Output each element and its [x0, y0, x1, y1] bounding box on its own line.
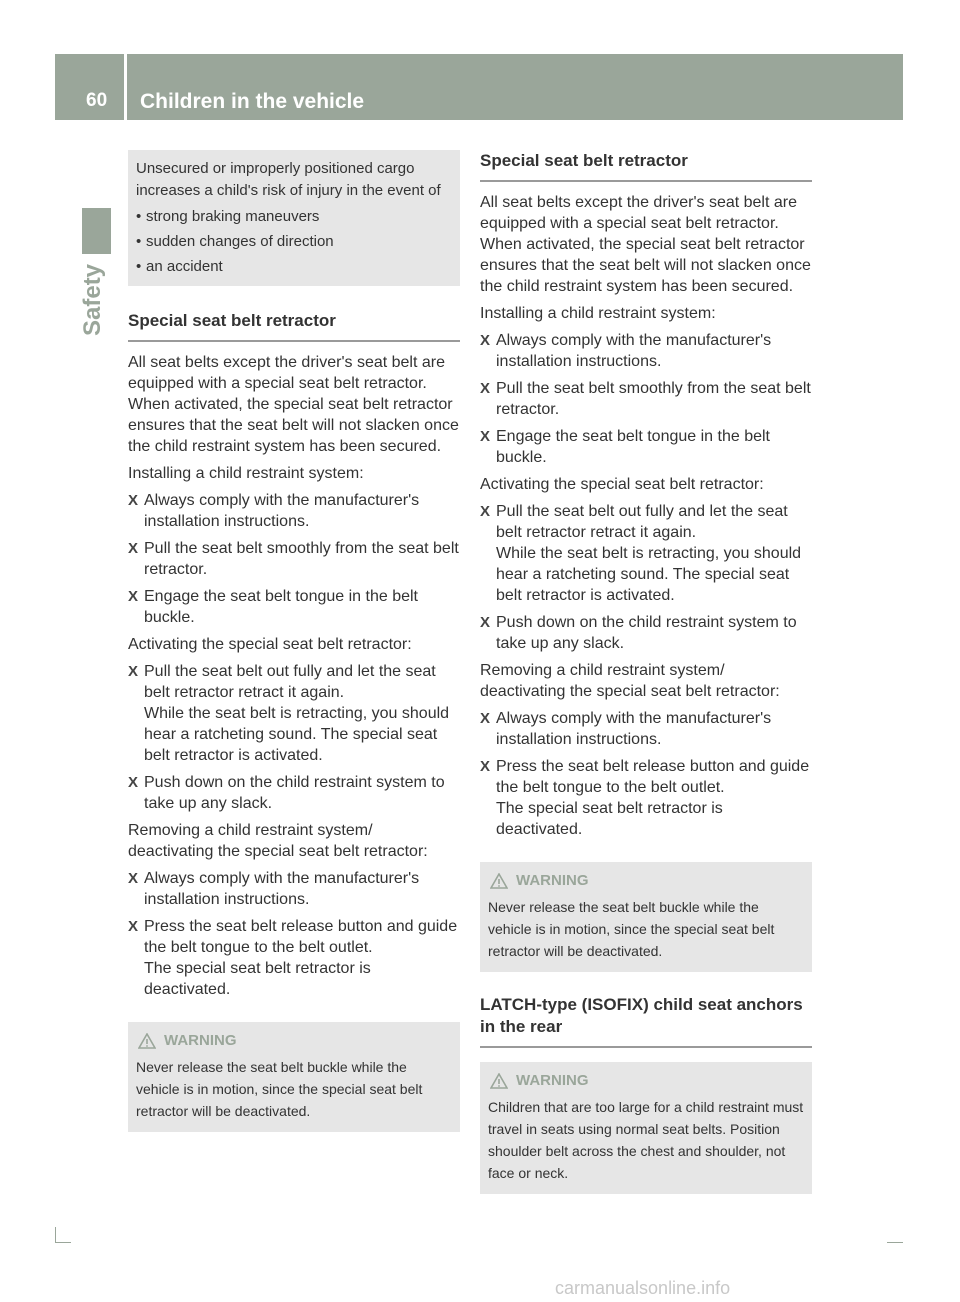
warning-text: Children that are too large for a child restraint must travel in seats using normal seat belts. Position shoulder belt across the chest and shoulder, not face or neck.: [488, 1099, 804, 1181]
installing-label: Installing a child restraint system:: [128, 465, 364, 482]
heading-latch: LATCH-type (ISOFIX) child seat anchors in the rear: [480, 994, 812, 1048]
step-item: [128, 916, 460, 1000]
right-column: [480, 150, 812, 1194]
step-item: X Always comply with the manufacturer's installation instructions.: [128, 868, 460, 910]
step-note: While the seat belt is retracting, you should hear a ratcheting sound. The special seat belt retractor is activated.: [496, 545, 802, 604]
removing-steps: [128, 868, 460, 1000]
heading-retractor: Special seat belt retractor: [480, 150, 812, 182]
step-item: X Pull the seat belt smoothly from the seat belt retractor.: [128, 538, 460, 580]
warning-text: Never release the seat belt buckle while the vehicle is in motion, since the special seat belt retractor will be deactivated.: [488, 899, 775, 959]
step-item: X Push down on the child restraint system to take up any slack.: [128, 772, 460, 814]
step-note: The special seat belt retractor is deactivated.: [496, 800, 723, 838]
step-note: The special seat belt retractor is deactivated.: [144, 960, 371, 998]
step-item: X Always comply with the manufacturer's installation instructions.: [128, 490, 460, 532]
list-item: • strong braking maneuvers: [136, 206, 450, 228]
crop-mark: [55, 1227, 56, 1243]
warning-box: [480, 862, 812, 972]
activating-steps: [128, 661, 460, 814]
step-text: Press the seat belt release button and guide the belt tongue to the belt outlet.: [496, 758, 810, 796]
side-label: Safety: [79, 263, 106, 336]
step-item: [480, 501, 812, 606]
crop-mark: [55, 1242, 71, 1243]
step-item: X Always comply with the manufacturer's installation instructions.: [480, 708, 812, 750]
cargo-list: [136, 206, 450, 278]
activating-label: Activating the special seat belt retractor:: [128, 636, 412, 653]
header-divider: [124, 54, 127, 120]
warning-triangle-icon: [490, 873, 508, 889]
step-text: Pull the seat belt out fully and let the seat belt retractor retract it again.: [496, 503, 788, 541]
latch-warning-box: [480, 1062, 812, 1194]
warning-title: [490, 1070, 804, 1092]
step-item: [480, 756, 812, 840]
page-number: 60: [86, 90, 108, 111]
left-column: [128, 150, 460, 1132]
watermark: carmanualsonline.info: [555, 1278, 731, 1298]
side-tab-marker: [82, 208, 111, 254]
crop-mark: [887, 1242, 903, 1243]
intro-paragraph: All seat belts except the driver's seat belt are equipped with a special seat belt retractor. When activated, the special seat belt retractor ensures that the seat belt will not slacken once the child restraint system has been secured.: [128, 354, 459, 455]
installing-label: Installing a child restraint system:: [480, 305, 716, 322]
cargo-warning-box: [128, 150, 460, 286]
installing-steps: [480, 330, 812, 468]
warning-text: Never release the seat belt buckle while the vehicle is in motion, since the special seat belt retractor will be deactivated.: [136, 1059, 423, 1119]
step-item: [128, 661, 460, 766]
warning-box: [128, 1022, 460, 1132]
step-text: Pull the seat belt out fully and let the seat belt retractor retract it again.: [144, 663, 436, 701]
removing-label: Removing a child restraint system/ deactivating the special seat belt retractor:: [128, 822, 428, 860]
intro-paragraph: All seat belts except the driver's seat belt are equipped with a special seat belt retractor. When activated, the special seat belt retractor ensures that the seat belt will not slacken once the child restraint system has been secured.: [480, 194, 811, 295]
list-item: • an accident: [136, 256, 450, 278]
step-item: X Engage the seat belt tongue in the belt buckle.: [128, 586, 460, 628]
warning-label: WARNING: [516, 872, 589, 889]
step-item: X Push down on the child restraint system to take up any slack.: [480, 612, 812, 654]
step-text: Press the seat belt release button and guide the belt tongue to the belt outlet.: [144, 918, 458, 956]
step-item: X Always comply with the manufacturer's installation instructions.: [480, 330, 812, 372]
warning-triangle-icon: [138, 1033, 156, 1049]
warning-title: [138, 1030, 452, 1052]
section-title: Children in the vehicle: [140, 90, 365, 113]
removing-label: Removing a child restraint system/ deactivating the special seat belt retractor:: [480, 662, 780, 700]
warning-label: WARNING: [516, 1072, 589, 1089]
installing-steps: [128, 490, 460, 628]
warning-title: [490, 870, 804, 892]
step-item: X Pull the seat belt smoothly from the seat belt retractor.: [480, 378, 812, 420]
step-item: X Engage the seat belt tongue in the belt buckle.: [480, 426, 812, 468]
activating-label: Activating the special seat belt retractor:: [480, 476, 764, 493]
removing-steps: [480, 708, 812, 840]
list-item: • sudden changes of direction: [136, 231, 450, 253]
warning-label: WARNING: [164, 1032, 237, 1049]
activating-steps: [480, 501, 812, 654]
heading-retractor: Special seat belt retractor: [128, 310, 460, 342]
warning-triangle-icon: [490, 1073, 508, 1089]
step-note: While the seat belt is retracting, you should hear a ratcheting sound. The special seat belt retractor is activated.: [144, 705, 450, 764]
cargo-text: Unsecured or improperly positioned cargo increases a child's risk of injury in the event of: [136, 160, 441, 199]
